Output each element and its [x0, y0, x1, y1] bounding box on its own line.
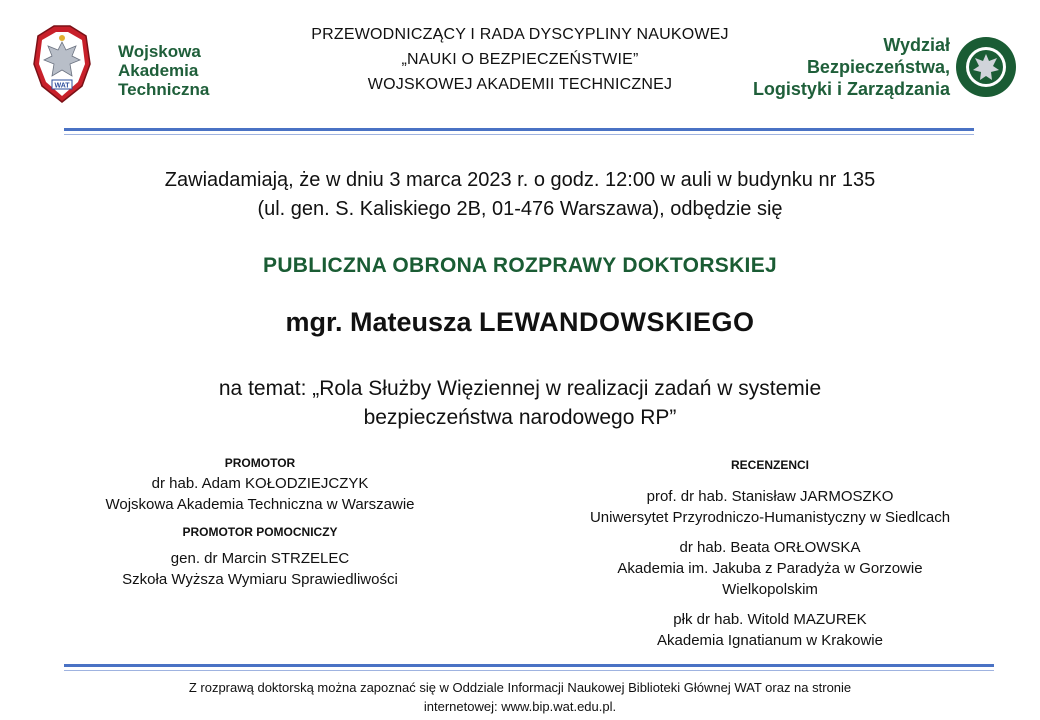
reviewer-entry: [525, 609, 1015, 651]
topic-line: bezpieczeństwa narodowego RP”: [363, 406, 677, 429]
footer-line: internetowej: www.bip.wat.edu.pl.: [423, 699, 617, 714]
candidate-surname: LEWANDOWSKIEGO: [479, 307, 755, 337]
footer-line: Z rozprawą doktorską można zapoznać się w Oddziale Informacji Naukowej Biblioteki Głównej WAT oraz na stronie: [188, 680, 852, 695]
wblz-emblem-icon: [955, 36, 1017, 98]
top-rule: [64, 128, 974, 131]
reviewers-column: [525, 458, 1015, 651]
wat-badge-text: WAT: [54, 82, 70, 90]
wat-logo-line: Akademia: [118, 61, 199, 80]
announcement-line: (ul. gen. S. Kaliskiego 2B, 01-476 Warszawa), odbędzie się: [257, 198, 783, 220]
bottom-rule-thin: [64, 670, 994, 671]
wat-logo-line: Wojskowa: [118, 42, 201, 61]
top-rule-thin: [64, 134, 974, 135]
promotor-label: PROMOTOR: [224, 456, 296, 470]
assistant-promotor-affiliation: Szkoła Wyższa Wymiaru Sprawiedliwości: [122, 571, 398, 588]
candidate-prefix: mgr. Mateusza: [285, 307, 480, 337]
reviewer-name: dr hab. Beata ORŁOWSKA: [679, 539, 861, 556]
assistant-promotor-label: PROMOTOR POMOCNICZY: [182, 525, 338, 539]
header-line: WOJSKOWEJ AKADEMII TECHNICZNEJ: [367, 76, 673, 93]
reviewers-label: RECENZENCI: [730, 458, 809, 472]
wblz-logo-line: Logistyki i Zarządzania: [752, 79, 950, 99]
promotor-affiliation: Wojskowa Akademia Techniczna w Warszawie: [105, 496, 415, 513]
assistant-promotor-name: gen. dr Marcin STRZELEC: [170, 550, 350, 567]
reviewer-affiliation: Akademia im. Jakuba z Paradyża w Gorzowie: [617, 560, 923, 577]
header-line: „NAUKI O BEZPIECZEŃSTWIE”: [401, 51, 639, 68]
promotors-column: [40, 456, 480, 590]
wat-logo-text: [118, 42, 209, 99]
reviewer-affiliation: Uniwersytet Przyrodniczo-Humanistyczny w Siedlcach: [589, 509, 951, 526]
promotor-name: dr hab. Adam KOŁODZIEJCZYK: [151, 475, 369, 492]
reviewer-affiliation: Akademia Ignatianum w Krakowie: [657, 632, 883, 649]
wblz-logo-line: Bezpieczeństwa,: [806, 57, 950, 77]
reviewer-entry: [525, 486, 1015, 528]
wblz-logo-text: [740, 34, 950, 100]
announcement: [50, 166, 990, 224]
reviewer-affiliation: Wielkopolskim: [722, 581, 818, 598]
reviewer-name: prof. dr hab. Stanisław JARMOSZKO: [646, 488, 894, 505]
candidate-name: [60, 307, 980, 338]
wat-logo-line: Techniczna: [118, 80, 210, 99]
wblz-logo-line: Wydział: [883, 35, 950, 55]
defense-title: PUBLICZNA OBRONA ROZPRAWY DOKTORSKIEJ: [263, 254, 777, 277]
dissertation-topic: [60, 374, 980, 432]
header-line: PRZEWODNICZĄCY I RADA DYSCYPLINY NAUKOWEJ: [311, 26, 729, 43]
wat-emblem-icon: [34, 26, 90, 102]
topic-line: na temat: „Rola Służby Więziennej w realizacji zadań w systemie: [218, 377, 822, 400]
announcement-line: Zawiadamiają, że w dniu 3 marca 2023 r. o godz. 12:00 w auli w budynku nr 135: [164, 169, 876, 191]
reviewer-entry: [525, 537, 1015, 600]
header-block: [240, 22, 800, 97]
footer-note: [60, 678, 980, 716]
bottom-rule: [64, 664, 994, 667]
reviewer-name: płk dr hab. Witold MAZUREK: [673, 611, 867, 628]
